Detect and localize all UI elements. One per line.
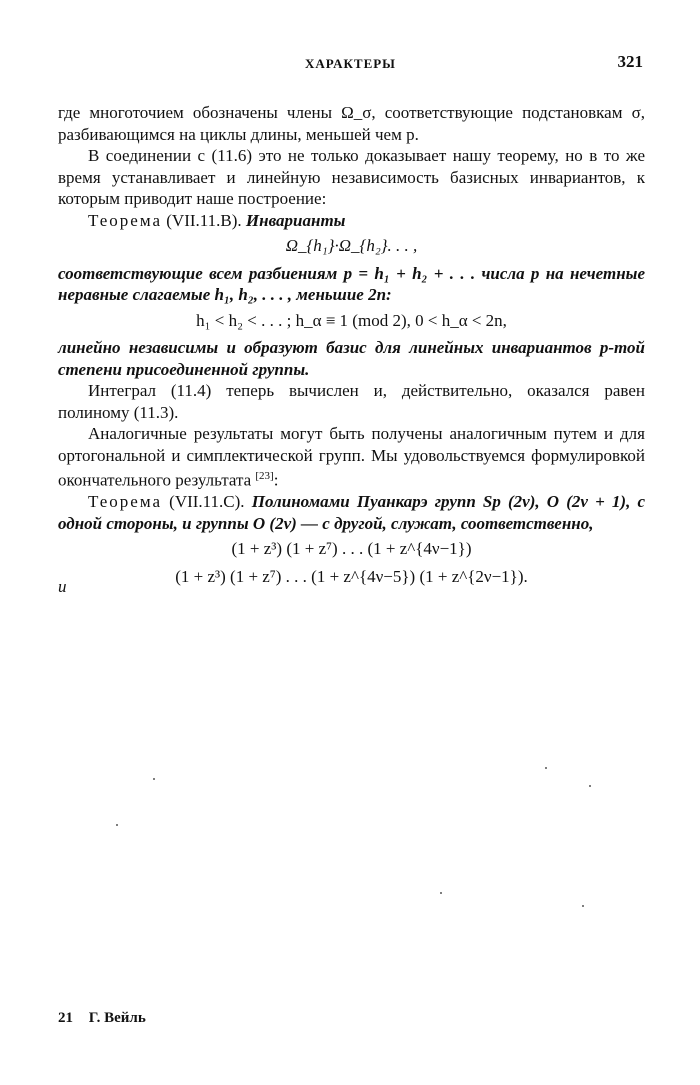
conjunction: и — [58, 576, 67, 596]
theorem-2 — [58, 491, 645, 534]
paragraph-4-text: Аналогичные результаты могут быть получены аналогичным путем и для ортогональной и симплектической групп. Мы удовольствуемся формулировкой окончательного результата — [58, 424, 645, 490]
scan-speck — [116, 824, 118, 826]
formula-invariants: Ω_{h₁}·Ω_{h₂}. . . , — [285, 236, 418, 255]
theorem-1-statement: соответствующие всем разбиениям p = h₁ + h₂ + . . . числа p на нечетные неравные слагаемые h₁, h₂, . . . , меньшие 2n: — [58, 263, 645, 304]
theorem-label: Теорема — [88, 210, 163, 230]
scan-speck — [153, 778, 155, 780]
paragraph-4-tail: : — [273, 470, 279, 490]
paragraph-1: где многоточием обозначены члены Ω_σ, соответствующие подстановкам σ, разбивающимся на циклы длины, меньшей чем p. — [58, 103, 645, 144]
formula-poincare-1: (1 + z³) (1 + z⁷) . . . (1 + z^{4ν−1}) — [231, 539, 472, 559]
scan-speck — [545, 767, 547, 769]
theorem-number: (VII.11.B). — [166, 210, 242, 230]
paragraph-4 — [58, 423, 645, 491]
theorem-2-statement: Полиномами Пуанкарэ групп Sp (2ν), O (2ν + 1), с одной стороны, и группы O (2ν) — с другой, служат, соответственно, — [58, 492, 646, 533]
theorem-1-conclusion: линейно независимы и образуют базис для линейных инвариантов p-той степени присоединенной группы. — [58, 338, 645, 379]
formula-conditions: h₁ < h₂ < . . . ; h_α ≡ 1 (mod 2), 0 < h_α < 2n, — [196, 310, 507, 330]
formula-row-2 — [58, 566, 645, 594]
theorem-2-number: (VII.11.C). — [169, 492, 245, 512]
body-text — [58, 102, 645, 596]
paragraph-2: В соединении с (11.6) это не только доказывает нашу теорему, но в то же время устанавливает и линейную независимость базисных инвариантов, к которым приводит наше построение: — [58, 146, 645, 208]
running-head — [58, 52, 643, 76]
theorem-1-heading — [58, 210, 645, 232]
page-footer — [58, 1010, 146, 1027]
author-name: Г. Вейль — [88, 1010, 146, 1026]
citation-ref: [23] — [255, 470, 274, 482]
page-number: 321 — [617, 52, 643, 71]
paragraph-3: Интеграл (11.4) теперь вычислен и, действительно, оказался равен полиному (11.3). — [58, 381, 645, 422]
signature-mark: 21 — [58, 1010, 73, 1026]
scan-speck — [589, 785, 591, 787]
theorem-lead: Инварианты — [245, 210, 346, 230]
formula-poincare-2: (1 + z³) (1 + z⁷) . . . (1 + z^{4ν−5}) (1 + z^{2ν−1}). — [175, 566, 528, 586]
scan-speck — [440, 892, 442, 894]
running-title: ХАРАКТЕРЫ — [305, 56, 396, 71]
theorem-2-label: Теорема — [88, 492, 163, 512]
scan-speck — [582, 905, 584, 907]
